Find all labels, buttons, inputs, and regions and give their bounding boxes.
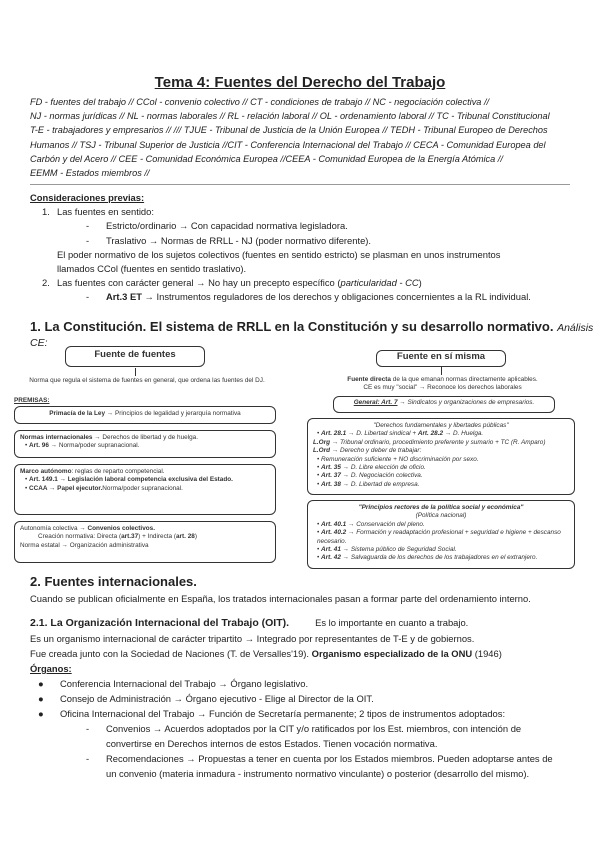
paragraph: Cuando se publican oficialmente en España, los tratados internacionales pasan a formar parte del ordenamiento interno.: [30, 593, 531, 604]
bold: Art. 42: [321, 554, 341, 562]
list-item: Traslativo → Normas de RRLL - NJ (poder normativo diferente).: [106, 234, 372, 246]
list-item-cont: un convenio (materia inmadura - instrumento normativo vinculante) o posterior (desarrollo del mismo).: [106, 768, 530, 779]
abbr-line: Humanos // TSJ - Tribunal Superior de Justicia //CIT - Conferencia Internacional del Trabajo // CECA - Comunidad Europea del: [30, 139, 546, 150]
text: ): [194, 533, 197, 541]
section-2-heading: 2. Fuentes internacionales.: [30, 574, 197, 589]
abbr-line: EEMM - Estados miembros //: [30, 168, 150, 179]
aside-note: Es lo importante en cuanto a trabajo.: [315, 617, 469, 628]
bold: L.Ord: [313, 447, 331, 455]
bullet-icon: ●: [38, 708, 44, 719]
arrow-down-icon: [441, 367, 442, 375]
text: → Salvaguarda de los derechos de los trabajadores en el extranjero.: [340, 554, 538, 562]
text: Norma estatal → Organización administrativa: [20, 541, 149, 549]
abbr-line: Carbón y del Acero // CEE - Comunidad Económica Europea //CEEA - Comunidad Europea de la Energía Atómica //: [30, 153, 503, 164]
bold: Art. 37: [321, 472, 341, 480]
list-item: Consejo de Administración → Órgano ejecutivo - Elige al Director de la OIT.: [60, 693, 374, 704]
bold: Art. 41: [321, 546, 341, 554]
heading-note: Análisis CE:: [30, 322, 594, 349]
bold: Art. 149.1: [29, 476, 58, 484]
note: El poder normativo de los sujetos colectivos (fuentes en sentido estricto) se plasman en unos instrumentos: [57, 248, 501, 260]
bullet-icon: ●: [38, 678, 44, 689]
bold: Legislación laboral competencia exclusiva del Estado.: [67, 476, 233, 484]
abbreviations: [30, 95, 590, 180]
article-ref: Art.3 ET: [106, 291, 142, 303]
bold: Art. 96: [29, 442, 49, 450]
text: → Derechos de libertad y de huelga.: [92, 434, 198, 441]
premisas-label: PREMISAS:: [14, 397, 50, 404]
autonomia-box: [14, 521, 276, 563]
text: → Tribunal ordinario, procedimiento preferente y sumario + TC (R. Amparo): [330, 438, 546, 446]
bold: Art. 38: [321, 480, 341, 488]
bold: Art. 40.2: [321, 529, 347, 537]
text: Creación normativa: Directa (: [38, 533, 122, 541]
bold: Convenios colectivos.: [87, 525, 155, 532]
text: → Sistema público de Seguridad Social.: [340, 546, 457, 554]
bold: Art. 28.1: [321, 430, 347, 438]
text: → Conservación del pleno.: [346, 520, 425, 528]
list-item-cont: convertirse en Derechos internos de estos Estados. Tienen vocación normativa.: [106, 738, 438, 749]
consideraciones: Consideraciones previas: 1. Las fuentes en sentido: - Estricto/ordinario → Con capacidad normativa legisladora. - Traslativo → Normas de RRLL - NJ (poder normativo diferente). El poder normativo de los sujetos colectivos (fuentes en sentido estricto) se plasman en unos instrumentos llamados CCol (fuentes en sentido traslativo). 2. Las fuentes con carácter general → No hay un precepto específico (particularidad - CC) - Art.3 ET → Instrumentos reguladores de los derechos y obligaciones concernientes a la RL individual.: [30, 191, 585, 305]
text: ): [418, 277, 422, 289]
text: Remuneración suficiente + NO discriminación por sexo.: [321, 455, 479, 463]
list-item: Las fuentes en sentido:: [57, 206, 154, 218]
fuente-en-si-misma-box: Fuente en sí misma: [376, 350, 506, 367]
paragraph: Es un organismo internacional de carácter tripartito → Integrado por representantes de T-E y de gobiernos.: [30, 633, 475, 644]
text: Autonomía colectiva →: [20, 525, 88, 532]
text: Norma/poder supranacional.: [102, 484, 183, 492]
principios-box: "Principios rectores de la política social y económica" (Política nacional) • Art. 40.1 → Conservación del pleno. • Art. 40.2 → Formación y readaptación profesional + seguridad e higiene + descanso necesario. • Art. 41 → Sistema público de Seguridad Social. • Art. 42 → Salvaguarda de los derechos de los trabajadores en el extranjero.: [307, 500, 575, 569]
box-title: "Derechos fundamentales y libertades públicas": [373, 422, 509, 429]
text: de la que emanan normas directamente aplicables.: [390, 376, 538, 383]
list-item: Las fuentes con carácter general → No hay un precepto específico (: [57, 277, 341, 289]
bold: Organismo especializado de la ONU: [311, 648, 473, 659]
section-heading: Consideraciones previas:: [30, 192, 145, 203]
subsection-heading: 2.1. La Organización Internacional del Trabajo (OIT).: [30, 617, 290, 629]
text: → D. Huelga.: [443, 430, 484, 438]
text: : reglas de reparto competencial.: [71, 468, 165, 475]
organos-heading: Órganos:: [30, 663, 72, 674]
list-item: → Instrumentos reguladores de los derechos y obligaciones concernientes a la RL individual.: [141, 291, 531, 303]
text: →: [57, 476, 68, 484]
list-item: Conferencia Internacional del Trabajo → Órgano legislativo.: [60, 678, 309, 689]
text: → Sindicatos y organizaciones de empresarios.: [397, 399, 535, 406]
text: → Principios de legalidad y jerarquía normativa: [105, 410, 241, 417]
text: CE es muy "social" → Reconoce los derechos laborales: [363, 384, 522, 392]
page-title: Tema 4: Fuentes del Derecho del Trabajo: [154, 74, 446, 91]
abbr-line: NJ - normas jurídicas // NL - normas laborales // RL - relación laboral // OL - ordenamiento laboral // TC - Tribunal Constitucional: [30, 111, 550, 122]
bold: General: Art. 7: [353, 399, 398, 406]
list-item: Oficina Internacional del Trabajo → Función de Secretaría permanente; 2 tipos de instrumentos adoptados:: [60, 708, 506, 719]
text: → D. Libertad sindical +: [346, 430, 418, 438]
list-item: Estricto/ordinario → Con capacidad normativa legisladora.: [106, 220, 348, 232]
bold: CCAA → Papel ejecutor.: [29, 484, 103, 492]
note: llamados CCol (fuentes en sentido traslativo).: [57, 263, 247, 275]
section-2-1: 2.1. La Organización Internacional del Trabajo (OIT). Es lo importante en cuanto a trabajo. Es un organismo internacional de carácter tripartito → Integrado por representantes de T-E y de gobiernos. Fue creada junto con la Sociedad de Naciones (T. de Versalles'19). Organismo especializado de la ONU (1946) Órganos: ● Conferencia Internacional del Trabajo → Órgano legislativo. ● Consejo de Administración → Órgano ejecutivo - Elige al Director de la OIT. ● Oficina Internacional del Trabajo → Función de Secretaría permanente; 2 tipos de instrumentos adoptados: - Convenios → Acuerdos adoptados por la CIT y/o ratificados por los Est. miembros, con intención de convertirse en Derechos internos de estos Estados. Tienen vocación normativa. - Recomendaciones → Propuestas a tener en cuenta por los Estados miembros. Pueden adoptarse antes de un convenio (materia inmadura - instrumento normativo vinculante) o posterior (desarrollo del mismo).: [30, 615, 595, 781]
description: Norma que regula el sistema de fuentes en general, que ordena las fuentes del DJ.: [29, 377, 265, 384]
heading-text: 1. La Constitución. El sistema de RRLL en la Constitución y su desarrollo normativo.: [30, 319, 554, 334]
bold: Art. 40.1: [321, 520, 347, 528]
text: → Formación y readaptación profesional + seguridad e higiene + descanso necesario.: [317, 529, 561, 545]
text: ) + Indirecta (: [138, 533, 176, 541]
section-1-heading: [30, 319, 600, 349]
marco-box: Marco autónomo: reglas de reparto competencial. • Art. 149.1 → Legislación laboral competencia exclusiva del Estado. • CCAA → Papel ejecutor.Norma/poder supranacional.: [14, 464, 276, 515]
divider: [30, 184, 570, 185]
arrow-down-icon: [135, 368, 136, 376]
note: particularidad - CC: [340, 277, 419, 289]
normas-box: Normas internacionales → Derechos de libertad y de huelga. • Art. 96 → Norma/poder supranacional.: [14, 430, 276, 458]
bold: Primacía de la Ley: [49, 410, 106, 417]
bold: L.Org: [313, 438, 331, 446]
bullet-icon: ●: [38, 693, 44, 704]
abbr-line: FD - fuentes del trabajo // CCol - convenio colectivo // CT - condiciones de trabajo // NC - negociación colectiva //: [30, 97, 490, 107]
text: → Norma/poder supranacional.: [48, 442, 140, 450]
text: → D. Libre elección de oficio.: [340, 464, 426, 472]
box-title: "Principios rectores de la política social y económica": [358, 504, 524, 511]
bold: art. 28: [176, 533, 195, 541]
bold: Normas internacionales: [20, 434, 93, 441]
bold: Art. 28.2: [417, 430, 444, 438]
text: (Política nacional): [415, 512, 467, 520]
list-item: Recomendaciones → Propuestas a tener en cuenta por los Estados miembros. Pueden adoptarse antes de: [106, 753, 553, 764]
text: → D. Negociación colectiva.: [340, 472, 423, 480]
derechos-box: "Derechos fundamentales y libertades públicas" • Art. 28.1 → D. Libertad sindical + Art. 28.2 → D. Huelga. L.Org → Tribunal ordinario, procedimiento preferente y sumario + TC (R. Amparo) L.Ord → Derecho y deber de trabajar: • Remuneración suficiente + NO discriminación por sexo. • Art. 35 → D. Libre elección de oficio. • Art. 37 → D. Negociación colectiva. • Art. 38 → D. Libertad de empresa.: [307, 418, 575, 495]
text: (1946): [472, 648, 502, 659]
bold: Fuente directa: [347, 376, 391, 383]
bold: Marco autónomo: [20, 468, 72, 475]
fuente-de-fuentes-box: Fuente de fuentes: [65, 346, 205, 367]
text: → Derecho y deber de trabajar:: [330, 447, 422, 455]
paragraph: Fue creada junto con la Sociedad de Naciones (T. de Versalles'19).: [30, 648, 312, 659]
text: → D. Libertad de empresa.: [340, 480, 420, 488]
list-item: Convenios → Acuerdos adoptados por la CIT y/o ratificados por los Est. miembros, con intención de: [106, 723, 522, 734]
abbr-line: T-E - trabajadores y empresarios // /// TJUE - Tribunal de Justicia de la Unión Europea // TEDH - Tribunal Europeo de Derechos: [30, 125, 548, 136]
bold: Art. 35: [321, 464, 341, 472]
bold: art.37: [121, 533, 139, 541]
